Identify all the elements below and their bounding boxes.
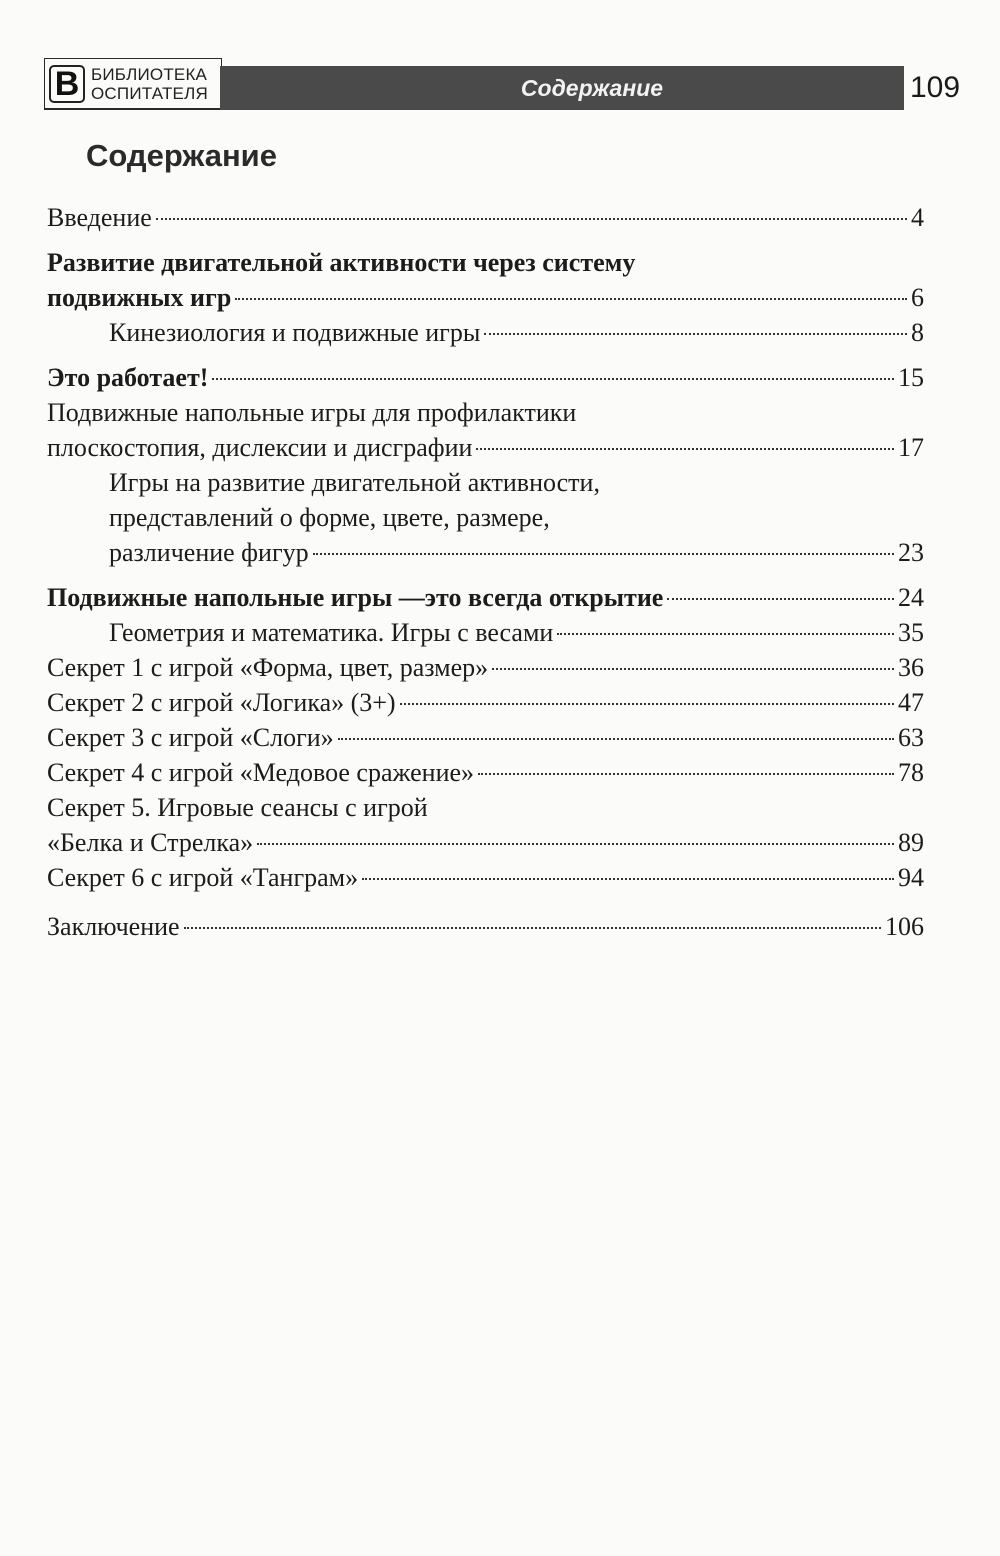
entry-title-line: Развитие двигательной активности через систему bbox=[47, 248, 636, 277]
entry-title: Секрет 4 с игрой «Медовое сражение» bbox=[47, 758, 475, 787]
entry-page: 35 bbox=[898, 618, 924, 647]
toc-entry-secret-5[interactable] bbox=[47, 790, 924, 860]
toc-heading: Содержание bbox=[86, 138, 277, 173]
entry-page: 63 bbox=[898, 723, 924, 752]
entry-title-line: представлений о форме, цвете, размере, bbox=[109, 503, 550, 532]
entry-title: Секрет 6 с игрой «Танграм» bbox=[47, 863, 359, 892]
dot-leader bbox=[212, 378, 894, 380]
toc-entry-section-3[interactable] bbox=[47, 580, 924, 615]
entry-page: 23 bbox=[898, 538, 924, 567]
entry-title: Секрет 2 с игрой «Логика» (3+) bbox=[47, 688, 396, 717]
entry-title: Кинезиология и подвижные игры bbox=[109, 318, 481, 347]
entry-page: 78 bbox=[898, 758, 924, 787]
dot-leader bbox=[184, 927, 881, 929]
entry-page: 8 bbox=[911, 318, 924, 347]
toc-entry-subsection[interactable] bbox=[47, 615, 924, 650]
toc-entry-secret-1[interactable] bbox=[47, 650, 924, 685]
page-number: 109 bbox=[910, 71, 961, 104]
entry-title: Секрет 1 с игрой «Форма, цвет, размер» bbox=[47, 653, 489, 682]
table-of-contents bbox=[47, 200, 924, 944]
entry-title-line: Игры на развитие двигательной активности, bbox=[109, 468, 600, 497]
toc-entry-secret-6[interactable] bbox=[47, 860, 924, 895]
entry-page: 89 bbox=[898, 828, 924, 857]
dot-leader bbox=[338, 738, 894, 740]
entry-title: Это работает! bbox=[47, 363, 209, 392]
header-rule bbox=[44, 108, 222, 110]
entry-page: 6 bbox=[911, 283, 924, 312]
logo-text-line-2: ОСПИТАТЕЛЯ bbox=[91, 84, 208, 103]
toc-entry-subsection[interactable] bbox=[47, 315, 924, 350]
dot-leader bbox=[235, 298, 907, 300]
toc-entry-subsection[interactable] bbox=[47, 465, 924, 570]
logo-letter: В bbox=[49, 65, 85, 103]
header-band bbox=[220, 66, 904, 110]
entry-page: 106 bbox=[885, 912, 924, 941]
toc-entry-section-2[interactable] bbox=[47, 360, 924, 395]
entry-title: плоскостопия, дислексии и дисграфии bbox=[47, 433, 473, 462]
entry-page: 47 bbox=[898, 688, 924, 717]
toc-entry-introduction[interactable] bbox=[47, 200, 924, 235]
entry-page: 4 bbox=[911, 203, 924, 232]
entry-page: 24 bbox=[898, 583, 924, 612]
toc-entry-conclusion[interactable] bbox=[47, 909, 924, 944]
series-logo bbox=[44, 58, 222, 109]
toc-entry[interactable] bbox=[47, 395, 924, 465]
entry-title-line: Секрет 5. Игровые сеансы с игрой bbox=[47, 793, 428, 822]
entry-title: Заключение bbox=[47, 912, 180, 941]
dot-leader bbox=[400, 703, 894, 705]
entry-title: Секрет 3 с игрой «Слоги» bbox=[47, 723, 334, 752]
toc-entry-secret-2[interactable] bbox=[47, 685, 924, 720]
running-title: Содержание bbox=[520, 75, 664, 101]
entry-title: Подвижные напольные игры —это всегда открытие bbox=[47, 583, 664, 612]
toc-entry-section-1[interactable] bbox=[47, 245, 924, 315]
dot-leader bbox=[667, 598, 894, 600]
dot-leader bbox=[484, 333, 907, 335]
dot-leader bbox=[156, 218, 907, 220]
entry-page: 36 bbox=[898, 653, 924, 682]
logo-text-line-1: БИБЛИОТЕКА bbox=[91, 65, 208, 84]
entry-title: «Белка и Стрелка» bbox=[47, 828, 254, 857]
dot-leader bbox=[492, 668, 894, 670]
entry-title: подвижных игр bbox=[47, 283, 232, 312]
dot-leader bbox=[362, 878, 894, 880]
entry-page: 15 bbox=[898, 363, 924, 392]
entry-page: 94 bbox=[898, 863, 924, 892]
running-header bbox=[44, 58, 961, 112]
toc-entry-secret-3[interactable] bbox=[47, 720, 924, 755]
entry-title: различение фигур bbox=[109, 538, 309, 567]
toc-entry-secret-4[interactable] bbox=[47, 755, 924, 790]
dot-leader bbox=[476, 448, 894, 450]
entry-page: 17 bbox=[898, 433, 924, 462]
dot-leader bbox=[557, 633, 894, 635]
dot-leader bbox=[478, 773, 894, 775]
dot-leader bbox=[257, 843, 894, 845]
entry-title-line: Подвижные напольные игры для профилактики bbox=[47, 398, 577, 427]
dot-leader bbox=[313, 553, 894, 555]
entry-title: Геометрия и математика. Игры с весами bbox=[109, 618, 554, 647]
entry-title: Введение bbox=[47, 203, 152, 232]
